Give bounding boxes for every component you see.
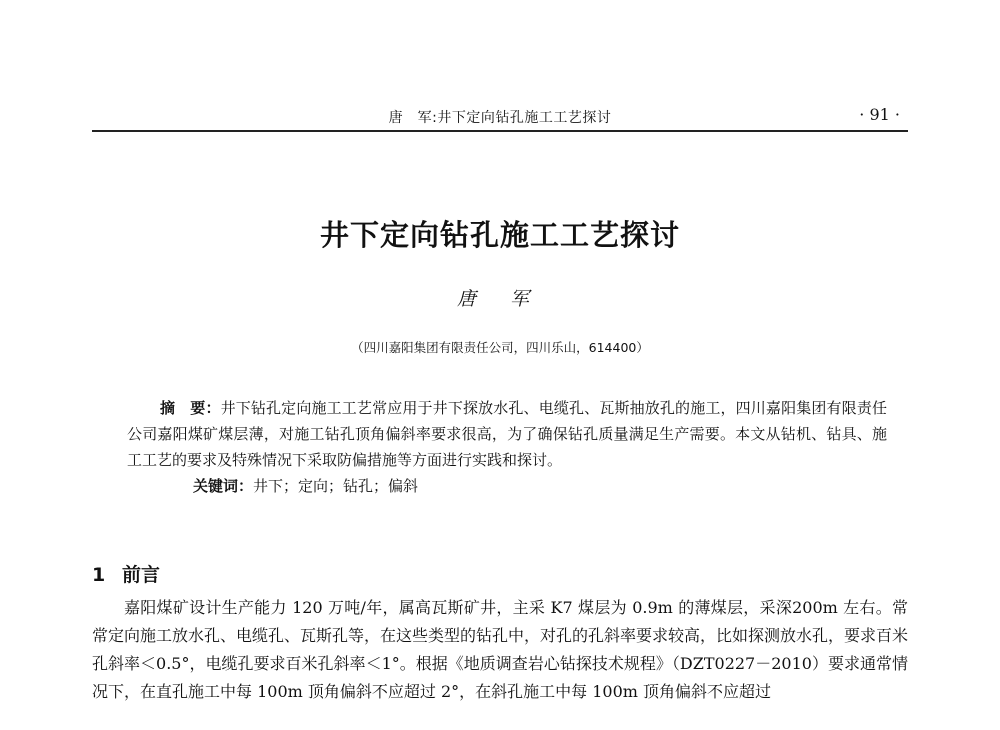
abstract-paragraph [127, 395, 887, 473]
keywords-line [127, 473, 887, 499]
section-number: 1 [92, 564, 106, 586]
abstract-label: 摘 要： [160, 399, 221, 417]
page-number: · 91 · [859, 105, 900, 124]
author-affiliation: （四川嘉阳集团有限责任公司，四川乐山，614400） [351, 340, 649, 355]
keywords-text: 井下；定向；钻孔；偏斜 [253, 477, 419, 495]
keywords-label: 关键词： [193, 477, 254, 495]
body-paragraph: 嘉阳煤矿设计生产能力 120 万吨/年，属高瓦斯矿井，主采 K7 煤层为 0.9m 的薄煤层，采深200m 左右。常常定向施工放水孔、电缆孔、瓦斯孔等，在这些类型的钻孔中，对孔的孔斜率要求较高，比如探测放水孔，要求百米孔斜率＜0.5°，电缆孔要求百米孔斜率＜1°。根据《地质调查岩心钻探技术规程》（DZT0227－2010）要求通常情况下，在直孔施工中每 100m 顶角偏斜不应超过 2°，在斜孔施工中每 100m 顶角偏斜不应超过 [92, 598, 909, 701]
section-heading [92, 560, 160, 587]
running-header [92, 104, 908, 128]
paper-title: 井下定向钻孔施工工艺探讨 [319, 218, 680, 252]
author-name: 唐 军 [456, 288, 544, 310]
section-title: 前言 [122, 564, 161, 586]
section-body [92, 594, 908, 706]
abstract-text: 井下钻孔定向施工工艺常应用于井下探放水孔、电缆孔、瓦斯抽放孔的施工，四川嘉阳集团有限责任公司嘉阳煤矿煤层薄，对施工钻孔顶角偏斜率要求很高，为了确保钻孔质量满足生产需要。本文从钻机、钻具、施工工艺的要求及特殊情况下采取防偏措施等方面进行实践和探讨。 [127, 399, 887, 469]
header-divider [92, 130, 908, 132]
running-title: 唐 军:井下定向钻孔施工工艺探讨 [388, 110, 612, 126]
abstract-block [127, 395, 887, 499]
